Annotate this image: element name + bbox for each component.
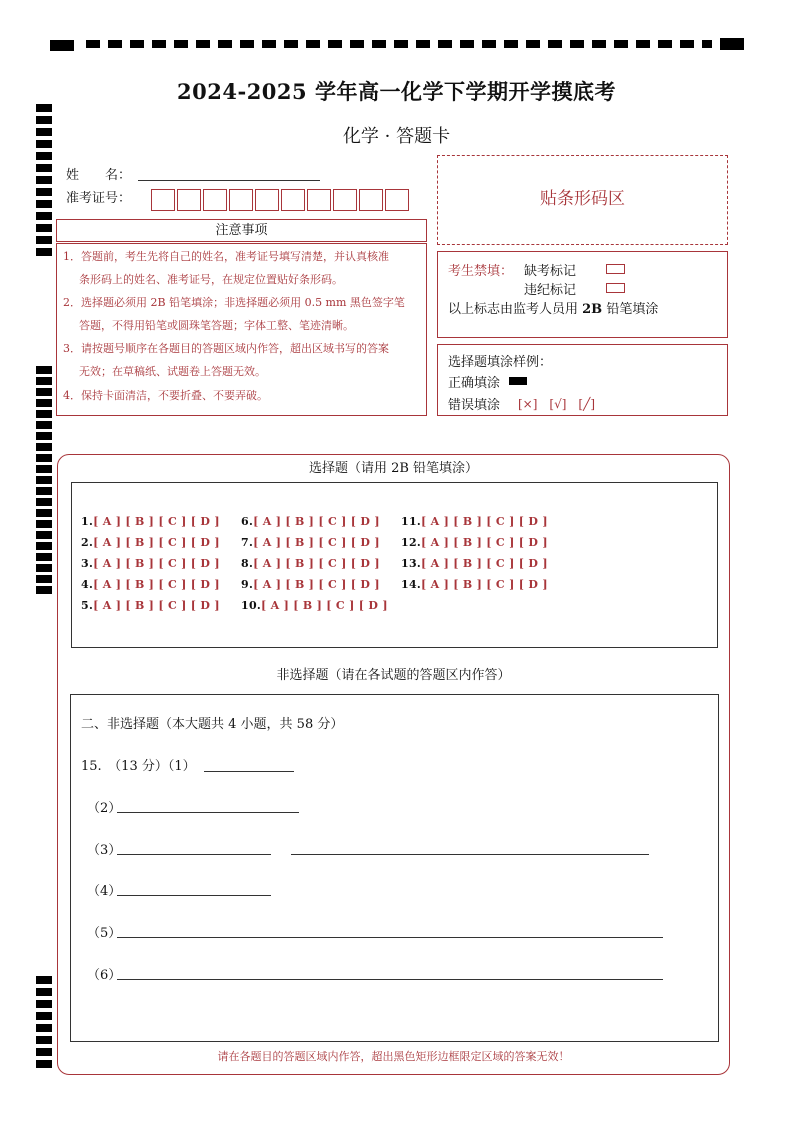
choice-heading: 选择题（请用 2B 铅笔填涂） xyxy=(308,461,479,476)
timing-mark xyxy=(196,40,210,48)
timing-mark xyxy=(218,40,232,48)
barcode-area: 贴条形码区 xyxy=(437,155,728,245)
nonchoice-heading: 非选择题（请在各试题的答题区内作答） xyxy=(276,668,511,683)
timing-mark xyxy=(240,40,254,48)
question-row[interactable]: 2.[ A ] [ B ] [ C ] [ D ] xyxy=(81,536,220,549)
part-label: （5） xyxy=(87,926,122,941)
side-timing-marks-bottom xyxy=(36,976,52,1072)
name-label: 姓 名： xyxy=(66,168,132,183)
section-title: 二、非选择题（本大题共 4 小题，共 58 分） xyxy=(81,717,344,732)
footer-warning: 请在各题目的答题区域内作答，超出黑色矩形边框限定区域的答案无效！ xyxy=(217,1050,570,1063)
timing-mark xyxy=(614,40,628,48)
absent-label: 缺考标记 xyxy=(524,264,577,279)
nonchoice-box xyxy=(70,694,719,1042)
exam-status-label: 考生禁填： xyxy=(448,264,514,279)
part-label: （3） xyxy=(87,843,122,858)
correct-fill-sample xyxy=(509,377,527,385)
timing-mark xyxy=(636,40,650,48)
part-label: （6） xyxy=(87,968,122,983)
timing-mark xyxy=(152,40,166,48)
timing-mark xyxy=(306,40,320,48)
answer-line[interactable] xyxy=(204,771,294,772)
answer-line[interactable] xyxy=(117,979,663,980)
page-subtitle: 化学 · 答题卡 xyxy=(342,126,451,147)
timing-mark xyxy=(394,40,408,48)
question-row[interactable]: 6.[ A ] [ B ] [ C ] [ D ] xyxy=(241,515,380,528)
question-row[interactable]: 5.[ A ] [ B ] [ C ] [ D ] xyxy=(81,599,220,612)
exam-status-box xyxy=(437,251,728,338)
question-row[interactable]: 10.[ A ] [ B ] [ C ] [ D ] xyxy=(241,599,388,612)
timing-mark xyxy=(350,40,364,48)
id-digit-box[interactable] xyxy=(307,189,331,211)
wrong-fill-label: 错误填涂 xyxy=(448,398,501,413)
timing-mark xyxy=(570,40,584,48)
timing-mark xyxy=(130,40,144,48)
notice-item: 答题，不得用铅笔或圆珠笔答题；字体工整、笔迹清晰。 xyxy=(79,319,354,332)
timing-mark xyxy=(50,40,74,51)
timing-mark xyxy=(416,40,430,48)
id-digit-box[interactable] xyxy=(177,189,201,211)
notice-item: 3．请按题号顺序在各题目的答题区域内作答，超出区域书写的答案 xyxy=(63,342,389,355)
timing-mark xyxy=(504,40,518,48)
answer-line[interactable] xyxy=(117,854,271,855)
timing-mark xyxy=(658,40,672,48)
timing-mark xyxy=(438,40,452,48)
notice-item: 4．保持卡面清洁，不要折叠、不要弄破。 xyxy=(63,389,268,402)
question-row[interactable]: 14.[ A ] [ B ] [ C ] [ D ] xyxy=(401,578,548,591)
question-row[interactable]: 7.[ A ] [ B ] [ C ] [ D ] xyxy=(241,536,380,549)
id-label: 准考证号： xyxy=(66,191,132,206)
id-digit-box[interactable] xyxy=(281,189,305,211)
timing-mark xyxy=(680,40,694,48)
timing-mark xyxy=(328,40,342,48)
timing-mark xyxy=(108,40,122,48)
timing-mark xyxy=(86,40,100,48)
part-label: （2） xyxy=(87,801,122,816)
question-row[interactable]: 3.[ A ] [ B ] [ C ] [ D ] xyxy=(81,557,220,570)
question-row[interactable]: 8.[ A ] [ B ] [ C ] [ D ] xyxy=(241,557,380,570)
id-digit-box[interactable] xyxy=(255,189,279,211)
timing-mark xyxy=(526,40,540,48)
timing-mark xyxy=(284,40,298,48)
question-row[interactable]: 12.[ A ] [ B ] [ C ] [ D ] xyxy=(401,536,548,549)
timing-mark xyxy=(592,40,606,48)
timing-mark xyxy=(720,38,744,50)
absent-checkbox[interactable] xyxy=(606,264,625,274)
answer-line[interactable] xyxy=(291,854,649,855)
answer-line[interactable] xyxy=(117,937,663,938)
question-row[interactable]: 13.[ A ] [ B ] [ C ] [ D ] xyxy=(401,557,548,570)
wrong-fill-samples: [×] [√] [╱] xyxy=(518,397,596,411)
side-timing-marks-middle xyxy=(36,366,52,597)
timing-mark xyxy=(548,40,562,48)
fill-example-box xyxy=(437,344,728,416)
q15-label: 15. （13 分）（1） xyxy=(81,759,196,774)
timing-mark xyxy=(702,40,712,48)
notice-item: 1．答题前，考生先将自己的姓名，准考证号填写清楚，并认真核准 xyxy=(63,250,389,263)
question-row[interactable]: 11.[ A ] [ B ] [ C ] [ D ] xyxy=(401,515,548,528)
part-label: （4） xyxy=(87,884,122,899)
id-digit-box[interactable] xyxy=(333,189,357,211)
id-digit-box[interactable] xyxy=(203,189,227,211)
exam-status-note: 以上标志由监考人员用 2B 铅笔填涂 xyxy=(448,302,659,317)
id-number-boxes[interactable] xyxy=(151,189,417,211)
correct-fill-label: 正确填涂 xyxy=(448,376,501,391)
timing-mark xyxy=(262,40,276,48)
notice-box xyxy=(56,243,427,416)
notice-item: 2．选择题必须用 2B 铅笔填涂；非选择题必须用 0.5 mm 黑色签字笔 xyxy=(63,296,405,309)
page-title: 2024-2025 学年高一化学下学期开学摸底考 xyxy=(177,79,616,104)
id-digit-box[interactable] xyxy=(385,189,409,211)
violation-label: 违纪标记 xyxy=(524,283,577,298)
id-digit-box[interactable] xyxy=(359,189,383,211)
fill-example-label: 选择题填涂样例： xyxy=(448,355,553,370)
notice-heading: 注意事项 xyxy=(56,219,427,242)
name-field[interactable] xyxy=(138,180,320,181)
timing-mark xyxy=(460,40,474,48)
answer-line[interactable] xyxy=(117,812,299,813)
question-row[interactable]: 4.[ A ] [ B ] [ C ] [ D ] xyxy=(81,578,220,591)
timing-mark xyxy=(482,40,496,48)
question-row[interactable]: 1.[ A ] [ B ] [ C ] [ D ] xyxy=(81,515,220,528)
id-digit-box[interactable] xyxy=(151,189,175,211)
question-row[interactable]: 9.[ A ] [ B ] [ C ] [ D ] xyxy=(241,578,380,591)
timing-mark xyxy=(174,40,188,48)
violation-checkbox[interactable] xyxy=(606,283,625,293)
timing-mark xyxy=(372,40,386,48)
choice-box xyxy=(71,482,718,648)
id-digit-box[interactable] xyxy=(229,189,253,211)
notice-item: 无效；在草稿纸、试题卷上答题无效。 xyxy=(79,365,266,378)
notice-item: 条形码上的姓名、准考证号，在规定位置贴好条形码。 xyxy=(79,273,343,286)
answer-line[interactable] xyxy=(117,895,271,896)
